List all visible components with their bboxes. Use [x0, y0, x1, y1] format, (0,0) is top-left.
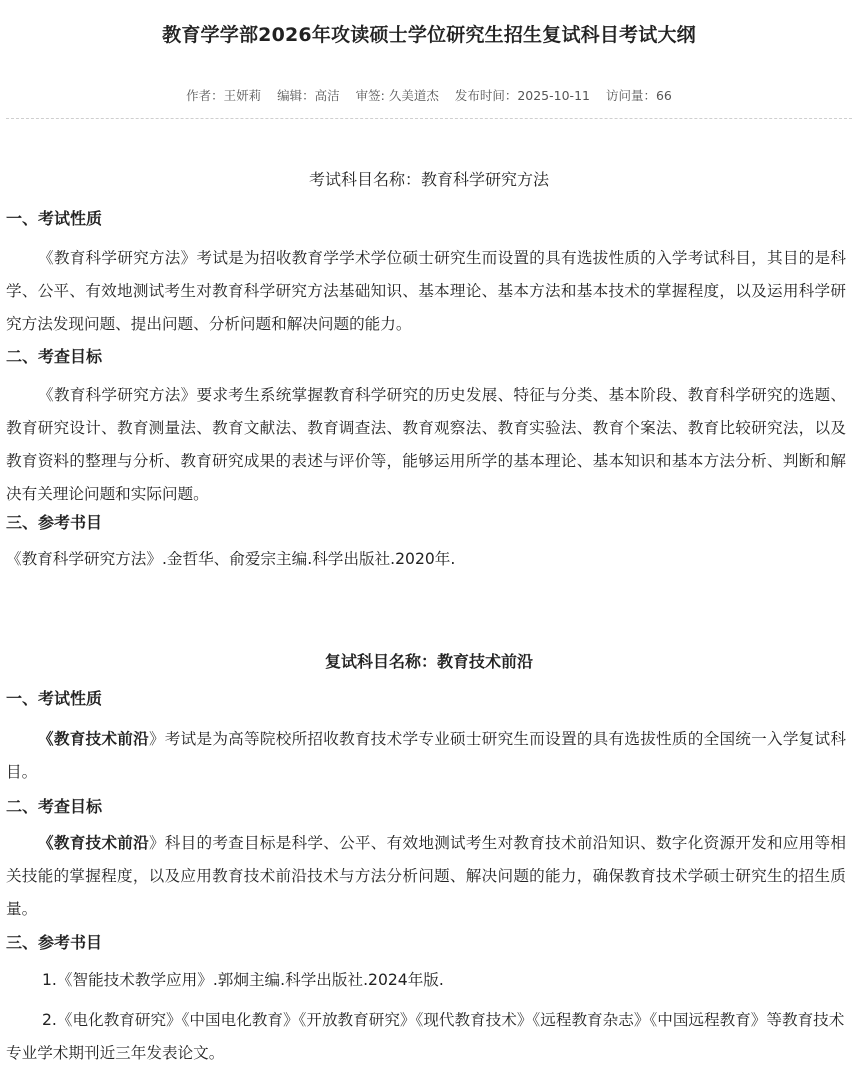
section2-para-goals-course: 《教育技术前沿	[38, 834, 149, 852]
section2-para-nature-text: 》考试是为高等院校所招收教育技术学专业硕士研究生而设置的具有选拔性质的全国统一入学复试科目。	[6, 730, 846, 781]
section2-title: 复试科目名称：教育技术前沿	[324, 652, 533, 671]
article-meta	[0, 86, 858, 106]
section2-heading-goals: 二、考查目标	[6, 797, 103, 816]
section2-heading-books: 三、参考书目	[6, 933, 103, 952]
meta-views: 访问量：66	[605, 88, 672, 103]
section1-heading-books: 三、参考书目	[6, 513, 103, 532]
section1-ref-1: 《教育科学研究方法》.金哲华、俞爱宗主编.科学出版社.2020年.	[6, 550, 456, 568]
section2-para-nature-course: 《教育技术前沿	[38, 730, 149, 748]
section1-para-goals: 《教育科学研究方法》要求考生系统掌握教育科学研究的历史发展、特征与分类、基本阶段、教育科学研究的选题、教育研究设计、教育测量法、教育文献法、教育调查法、教育观察法、教育实验法、教育个案法、教育比较研究法，以及教育资料的整理与分析、教育研究成果的表述与评价等，能够运用所学的基本理论、基本知识和基本方法分析、判断和解决有关理论问题和实际问题。	[6, 386, 846, 503]
section2-para-nature	[6, 723, 846, 789]
meta-editor: 编辑：高洁	[277, 88, 340, 103]
meta-divider	[6, 118, 852, 119]
meta-reviewer: 审签: 久美道杰	[355, 88, 439, 103]
page-title: 教育学学部2026年攻读硕士学位研究生招生复试科目考试大纲	[162, 24, 696, 46]
section1-heading-goals: 二、考查目标	[6, 347, 103, 366]
section2-ref-2: 2.《电化教育研究》《中国电化教育》《开放教育研究》《现代教育技术》《远程教育杂志》《中国远程教育》等教育技术专业学术期刊近三年发表论文。	[6, 1011, 845, 1062]
section1-heading-nature: 一、考试性质	[6, 209, 103, 228]
section1-title: 考试科目名称：教育科学研究方法	[308, 170, 549, 189]
section2-heading-nature: 一、考试性质	[6, 689, 103, 708]
section1-para-nature: 《教育科学研究方法》考试是为招收教育学学术学位硕士研究生而设置的具有选拔性质的入学考试科目，其目的是科学、公平、有效地测试考生对教育科学研究方法基础知识、基本理论、基本方法和基本技术的掌握程度，以及运用科学研究方法发现问题、提出问题、分析问题和解决问题的能力。	[6, 249, 846, 333]
meta-author: 作者：王妍莉	[186, 88, 262, 103]
section2-para-goals-text: 》科目的考查目标是科学、公平、有效地测试考生对教育技术前沿知识、数字化资源开发和应用等相关技能的掌握程度，以及应用教育技术前沿技术与方法分析问题、解决问题的能力，确保教育技术学硕士研究生的招生质量。	[6, 834, 846, 918]
section2-ref-1: 1.《智能技术教学应用》.郭炯主编.科学出版社.2024年版.	[42, 971, 444, 989]
section2-para-goals	[6, 827, 846, 926]
meta-published: 发布时间：2025-10-11	[454, 88, 590, 103]
